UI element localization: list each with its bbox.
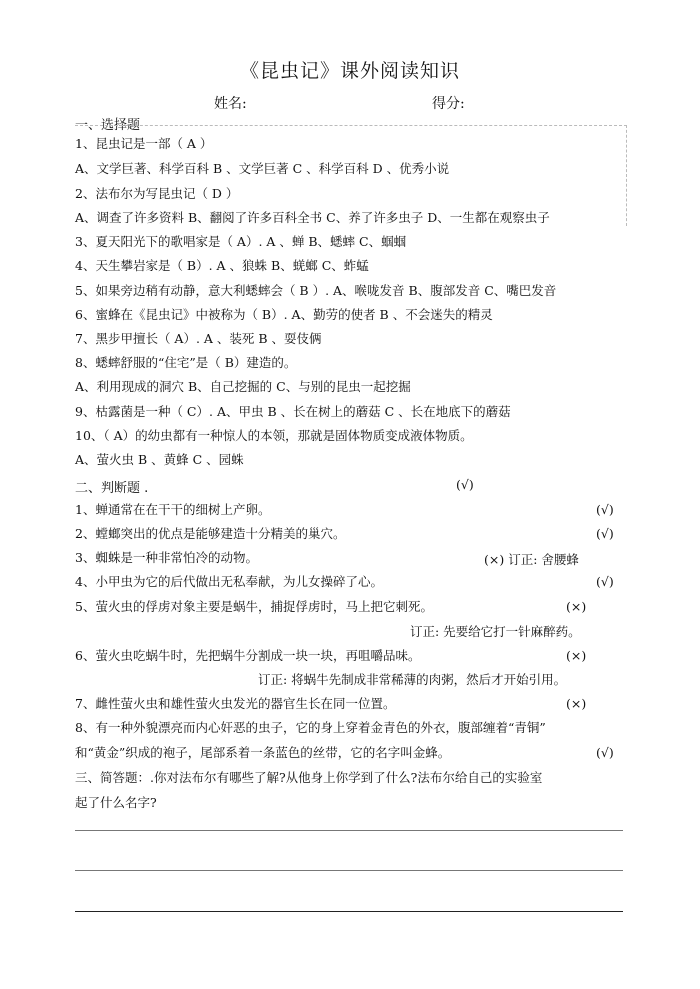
- judge-correction: 订正: 将蜗牛先制成非常稀薄的肉粥，然后才开始引用。: [258, 672, 567, 687]
- choice-line: 5、如果旁边稍有动静，意大利蟋蟀会（ B ）. A、喉咙发音 B、腹部发音 C、嘴巴发音: [75, 283, 557, 298]
- choice-line: 10、（ A）的幼虫都有一种惊人的本领，那就是固体物质变成液体物质。: [75, 428, 473, 443]
- short-answer-question: 起了什么名字?: [75, 795, 157, 810]
- judge-answer: (√): [596, 745, 614, 760]
- choice-line: 1、昆虫记是一部（ A ）: [75, 136, 213, 151]
- choice-line: 2、法布尔为写昆虫记（ D ）: [75, 186, 239, 201]
- judge-answer: (×) 订正: 舍腰蜂: [484, 552, 579, 567]
- judge-answer: (×): [566, 599, 587, 614]
- section-judge-heading: 二、判断题 .: [75, 481, 149, 496]
- page-title: 《昆虫记》课外阅读知识: [239, 60, 460, 82]
- judge-line: 5、萤火虫的俘虏对象主要是蜗牛，捕捉俘虏时，马上把它刺死。: [75, 599, 433, 614]
- section-judge-mark: (√): [456, 477, 474, 492]
- name-label: 姓名:: [214, 96, 247, 112]
- choice-line: 3、夏天阳光下的歌唱家是（ A）. A 、蝉 B、蟋蟀 C、蝈蝈: [75, 234, 407, 249]
- section-choice-heading: 一、选择题: [75, 118, 141, 133]
- judge-line: 7、雌性萤火虫和雄性萤火虫发光的器官生长在同一位置。: [75, 696, 396, 711]
- judge-line: 8、有一种外貌漂亮而内心奸恶的虫子，它的身上穿着金青色的外衣，腹部缠着“青铜”: [75, 720, 546, 735]
- choice-line: A、萤火虫 B 、黄蜂 C 、园蛛: [75, 452, 244, 467]
- choice-line: 4、天生攀岩家是（ B）. A 、狼蛛 B、蜣螂 C、蚱蜢: [75, 258, 369, 273]
- short-answer-question: 三、简答题：.你对法布尔有哪些了解?从他身上你学到了什么?法布尔给自己的实验室: [75, 770, 543, 785]
- judge-answer: (×): [566, 696, 587, 711]
- judge-line: 1、蝉通常在在干干的细树上产卵。: [75, 502, 271, 517]
- choice-line: 7、黑步甲擅长（ A）. A 、装死 B 、耍伎俩: [75, 331, 322, 346]
- answer-line: [75, 830, 623, 831]
- judge-answer: (√): [596, 502, 614, 517]
- choice-line: 6、蜜蜂在《昆虫记》中被称为（ B）. A、勤劳的使者 B 、不会迷失的精灵: [75, 307, 493, 322]
- judge-line: 6、萤火虫吃蜗牛时，先把蜗牛分割成一块一块，再咀嚼品味。: [75, 648, 421, 663]
- judge-line: 4、小甲虫为它的后代做出无私奉献，为儿女操碎了心。: [75, 574, 383, 589]
- judge-answer: (×): [566, 648, 587, 663]
- score-label: 得分:: [432, 96, 465, 112]
- judge-line: 3、蜘蛛是一种非常怕冷的动物。: [75, 550, 258, 565]
- choice-line: A、文学巨著、科学百科 B 、文学巨著 C 、科学百科 D 、优秀小说: [75, 161, 450, 176]
- choice-line: 8、蟋蟀舒服的“住宅”是（ B）建造的。: [75, 355, 297, 370]
- judge-line: 和“黄金”织成的袍子，尾部系着一条蓝色的丝带，它的名字叫金蜂。: [75, 745, 451, 760]
- judge-answer: (√): [596, 574, 614, 589]
- choice-line: A、利用现成的洞穴 B、自己挖掘的 C、与别的昆虫一起挖掘: [75, 379, 411, 394]
- answer-line: [75, 911, 623, 912]
- judge-line: 2、螳螂突出的优点是能够建造十分精美的巢穴。: [75, 526, 346, 541]
- answer-line: [75, 870, 623, 871]
- choice-line: 9、枯露菌是一种（ C）. A、甲虫 B 、长在树上的蘑菇 C 、长在地底下的蘑菇: [75, 404, 511, 419]
- judge-answer: (√): [596, 526, 614, 541]
- choice-line: A、调查了许多资料 B、翻阅了许多百科全书 C、养了许多虫子 D、一生都在观察虫子: [75, 210, 550, 225]
- judge-correction: 订正: 先要给它打一针麻醉药。: [410, 624, 581, 639]
